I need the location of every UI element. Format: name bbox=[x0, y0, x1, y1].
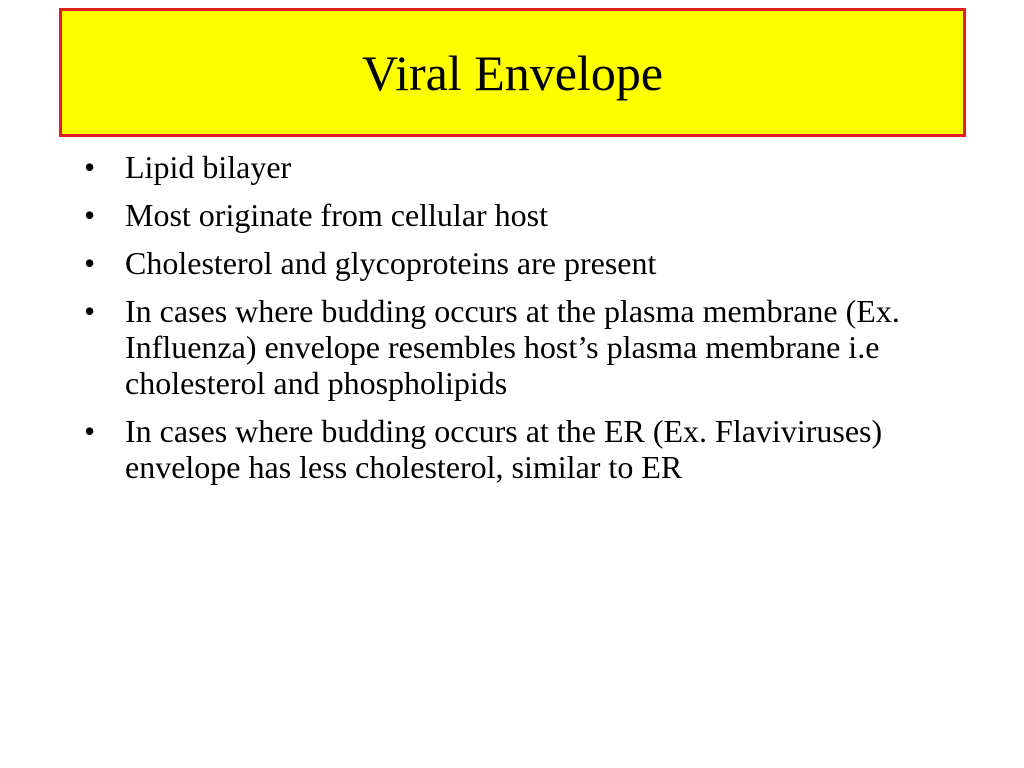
bullet-icon: • bbox=[84, 413, 96, 449]
bullet-icon: • bbox=[84, 149, 96, 185]
bullet-text: In cases where budding occurs at the plasma membrane (Ex. Influenza) envelope resembles host’s plasma membrane i.e cholesterol and phospholipids bbox=[125, 293, 900, 401]
bullet-item bbox=[84, 197, 964, 233]
bullet-list bbox=[84, 149, 964, 497]
bullet-icon: • bbox=[84, 197, 96, 233]
bullet-item bbox=[84, 245, 964, 281]
bullet-text: Most originate from cellular host bbox=[125, 197, 549, 233]
bullet-item bbox=[84, 413, 964, 485]
bullet-item bbox=[84, 149, 964, 185]
bullet-text: Cholesterol and glycoproteins are present bbox=[125, 245, 657, 281]
bullet-item bbox=[84, 293, 964, 401]
bullet-text: In cases where budding occurs at the ER (Ex. Flaviviruses) envelope has less cholesterol, similar to ER bbox=[125, 413, 883, 485]
bullet-text: Lipid bilayer bbox=[125, 149, 292, 185]
bullet-icon: • bbox=[84, 293, 96, 329]
bullet-icon: • bbox=[84, 245, 96, 281]
title-banner bbox=[59, 8, 966, 137]
slide-title: Viral Envelope bbox=[361, 44, 664, 101]
